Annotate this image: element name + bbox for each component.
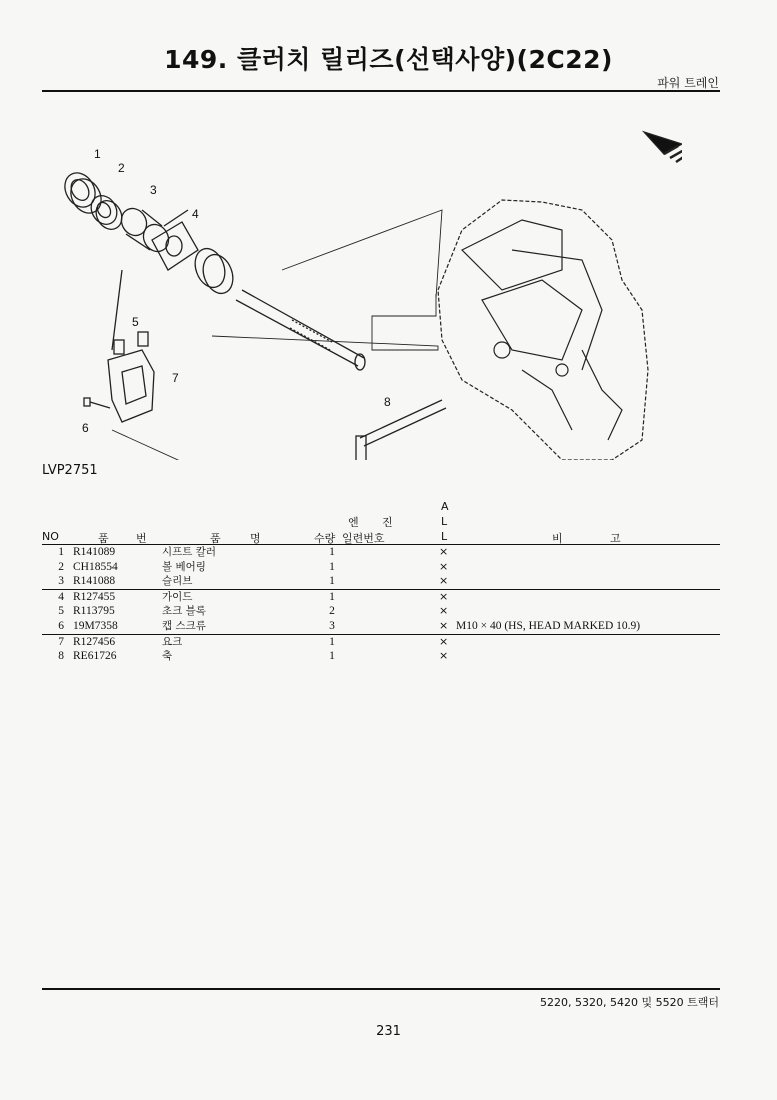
row-qty: 1 xyxy=(329,575,335,588)
header-part-no: 번 xyxy=(136,532,147,545)
row-part-name: 가이드 xyxy=(162,590,193,603)
header-part-no: 품 xyxy=(98,532,109,545)
shift-collar-part xyxy=(59,167,107,218)
cap-screw-part xyxy=(84,398,110,408)
row-no: 2 xyxy=(58,560,64,573)
header-rule xyxy=(42,90,720,92)
row-part-name: 초크 블록 xyxy=(162,605,206,618)
page-title: 149. 클러치 릴리즈(선택사양)(2C22) xyxy=(164,45,613,74)
lever-shaft-part xyxy=(356,400,446,460)
table-row xyxy=(42,574,720,590)
table-row xyxy=(42,649,720,664)
footer-rule xyxy=(42,988,720,990)
row-part-no: R113795 xyxy=(73,605,115,618)
parts-table xyxy=(42,498,720,664)
header-part-name: 품 xyxy=(210,532,221,545)
row-all-mark: × xyxy=(439,545,449,558)
row-part-name: 요크 xyxy=(162,635,183,648)
table-header xyxy=(42,498,720,545)
table-row xyxy=(42,590,720,605)
row-all-mark: × xyxy=(439,604,449,618)
callout-5: 5 xyxy=(132,315,139,329)
row-all-mark: × xyxy=(439,649,449,663)
row-part-name: 볼 베어링 xyxy=(162,560,206,573)
row-qty: 1 xyxy=(329,650,335,663)
ball-bearing-part xyxy=(86,191,127,234)
exploded-parts-diagram xyxy=(42,110,682,460)
callout-7: 7 xyxy=(172,371,179,385)
row-part-no: R127456 xyxy=(73,635,116,648)
spline-gear-part xyxy=(190,244,238,297)
row-no: 7 xyxy=(58,635,64,648)
row-part-no: CH18554 xyxy=(73,560,118,573)
row-part-no: 19M7358 xyxy=(73,619,118,632)
row-part-no: R141088 xyxy=(73,575,116,588)
table-row xyxy=(42,619,720,635)
callout-8: 8 xyxy=(384,395,391,409)
row-no: 4 xyxy=(58,590,64,603)
row-qty: 1 xyxy=(329,590,335,603)
row-no: 8 xyxy=(58,650,64,663)
row-part-no: RE61726 xyxy=(73,650,117,663)
table-row xyxy=(42,545,720,560)
row-qty: 1 xyxy=(329,635,335,648)
transmission-housing xyxy=(438,200,648,460)
row-no: 5 xyxy=(58,605,64,618)
row-all-mark: × xyxy=(439,574,449,588)
callout-3: 3 xyxy=(150,183,157,197)
header-all: L xyxy=(441,515,448,528)
header-all: A xyxy=(441,500,449,513)
input-shaft-part xyxy=(236,290,365,370)
header-remarks: 비 xyxy=(552,532,563,545)
footer-models: 5220, 5320, 5420 및 5520 트랙터 xyxy=(540,996,719,1009)
row-no: 1 xyxy=(58,546,64,558)
row-part-name: 슬리브 xyxy=(162,575,193,588)
row-all-mark: × xyxy=(439,634,449,648)
row-qty: 1 xyxy=(329,560,335,573)
table-row xyxy=(42,560,720,575)
table-row xyxy=(42,604,720,619)
callout-6: 6 xyxy=(82,421,89,435)
header-serial-no: 일련번호 xyxy=(342,532,385,545)
row-qty: 1 xyxy=(329,546,335,558)
row-part-name: 축 xyxy=(162,650,173,663)
page-number: 231 xyxy=(376,1024,401,1039)
header-quantity: 수량 xyxy=(314,532,336,545)
callout-1: 1 xyxy=(94,147,101,161)
section-label: 파워 트레인 xyxy=(657,76,719,90)
row-qty: 2 xyxy=(329,605,335,618)
row-part-no: R127455 xyxy=(73,590,116,603)
row-part-no: R141089 xyxy=(73,546,116,558)
row-remarks: M10 × 40 (HS, HEAD MARKED 10.9) xyxy=(456,619,641,632)
row-part-name: 시프트 칼러 xyxy=(162,546,217,558)
row-no: 6 xyxy=(58,619,64,632)
header-part-name: 명 xyxy=(250,532,261,545)
sleeve-part xyxy=(117,204,174,256)
row-part-name: 캡 스크류 xyxy=(162,619,206,632)
row-all-mark: × xyxy=(439,618,449,632)
yoke-part xyxy=(108,350,154,422)
callout-2: 2 xyxy=(118,161,125,175)
row-qty: 3 xyxy=(329,619,335,632)
table-row xyxy=(42,635,720,650)
callout-4: 4 xyxy=(192,207,199,221)
header-no: NO xyxy=(42,530,59,543)
header-engine: 진 xyxy=(382,516,393,529)
row-all-mark: × xyxy=(439,589,449,603)
header-all: L xyxy=(441,530,448,543)
row-no: 3 xyxy=(58,575,64,588)
figure-id: LVP2751 xyxy=(42,463,98,478)
row-all-mark: × xyxy=(439,559,449,573)
header-remarks: 고 xyxy=(610,532,621,545)
direction-arrow-icon xyxy=(644,132,682,162)
header-engine: 엔 xyxy=(348,516,359,529)
